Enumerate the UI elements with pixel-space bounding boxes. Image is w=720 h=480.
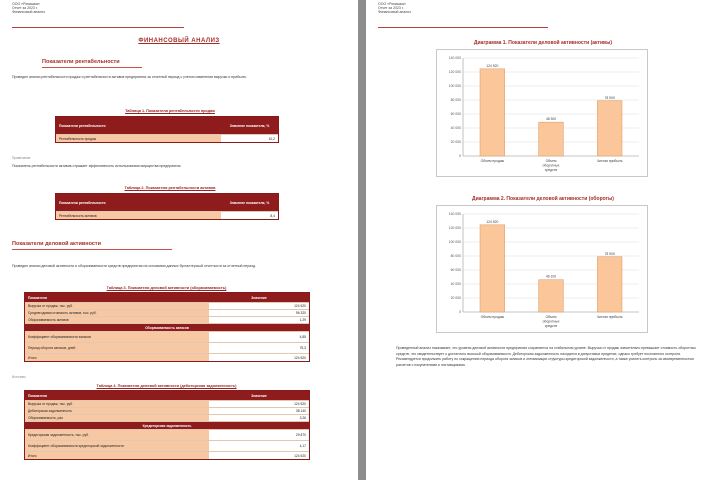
table-cell-value: 124 520: [209, 401, 309, 407]
table-cell-label: Итого: [25, 452, 209, 459]
y-tick-label: 20 000: [450, 140, 461, 145]
table-cell-label: Оборачиваемость активов: [25, 317, 209, 323]
table-caption: Таблица 3. Показатели деловой активности (оборачиваемость): [106, 286, 227, 290]
table-header-cell: Значение: [209, 391, 309, 400]
x-tick-label: средств: [544, 168, 558, 172]
table-header-cell: Показатели: [25, 391, 209, 400]
y-tick-label: 100 000: [448, 84, 461, 89]
table-cell-label: Среднегодовая стоимость активов, тыс. руб.: [25, 310, 209, 316]
table-cell-value: 124 520: [209, 354, 309, 361]
table-cell-value: 3,26: [209, 415, 309, 421]
x-tick-label: Чистая прибыль: [596, 159, 623, 163]
table-cell-value: 124 520: [209, 303, 309, 309]
y-tick-label: 0: [459, 154, 461, 159]
table-cell-value: 10,2: [221, 135, 278, 142]
table-cell-value: 4,85: [209, 332, 309, 342]
table-header-row: [56, 194, 278, 212]
header-line: Финансовый анализ: [378, 10, 411, 14]
note-text: Примечание: [12, 156, 31, 160]
table-subheader-cell: Оборачиваемость запасов: [25, 324, 309, 331]
table-row: [25, 310, 309, 317]
table-row: [25, 441, 309, 452]
data-label: 78 900: [604, 251, 615, 256]
section-heading: Показатели деловой активности: [12, 241, 101, 247]
table-cell-value: 29 870: [209, 430, 309, 440]
table-cell-label: Период оборота запасов, дней: [25, 343, 209, 353]
y-tick-label: 80 000: [450, 98, 461, 103]
table-row: [25, 401, 309, 408]
table-row: [25, 354, 309, 361]
y-tick-label: 0: [459, 310, 461, 315]
page-title: ФИНАНСОВЫЙ АНАЛИЗ: [138, 38, 220, 44]
bar: [597, 101, 622, 156]
document-page-left: [0, 0, 358, 480]
table-cell-label: Рентабельность продаж: [56, 135, 221, 142]
header-line: Отчет за 2023 г.: [378, 6, 404, 10]
header-line: ООО «Ромашка»: [378, 2, 406, 6]
data-label: 48 300: [545, 117, 557, 122]
table-subheader-row: [25, 422, 309, 430]
section-heading: Показатели рентабельности: [42, 59, 120, 65]
bar-chart-svg: [437, 50, 647, 176]
y-tick-label: 100 000: [448, 240, 461, 245]
table-subheader-row: [25, 324, 309, 332]
table-subheader-cell: Кредиторская задолженность: [25, 422, 309, 429]
paragraph: Проведен анализ деловой активности и оборачиваемости средств предприятия на основании данных бухгалтерской отчетности за отчетный период.: [12, 264, 257, 268]
y-tick-label: 120 000: [448, 226, 461, 231]
data-label: 124 520: [486, 63, 499, 68]
y-tick-label: 60 000: [450, 268, 461, 273]
chart-activity-1: [436, 49, 648, 177]
x-tick-label: Объем: [545, 159, 557, 163]
table-cell-label: Рентабельность активов: [56, 212, 221, 219]
y-tick-label: 80 000: [450, 254, 461, 259]
table-header-row: [56, 117, 278, 135]
header-divider: [12, 27, 184, 28]
table-cell-label: Коэффициент оборачиваемости кредиторской задолженности: [25, 441, 209, 451]
note-text: Источник: [12, 375, 26, 379]
table-business-activity-2: [24, 390, 310, 460]
y-tick-label: 20 000: [450, 296, 461, 301]
table-row: [56, 212, 278, 219]
conclusion-paragraph: Проведенный анализ показывает, что уровень деловой активности предприятия сохраняется на стабильном уровне. Выручка от продаж значительно превышает стоимость оборотных средств, что свидетельствует о достаточно высокой оборачиваемости. Дебиторская задолженность находится в допустимых пределах, однако требует постоянного контроля. Рекомендуется продолжить работу по сокращению периода оборота запасов и оптимизации структуры кредиторской задолженности, а также усилить контроль за своевременностью расчетов с покупателями и поставщиками.: [396, 346, 696, 367]
table-cell-label: Оборачиваемость, раз: [25, 415, 209, 421]
table-cell-label: Выручка от продаж, тыс. руб.: [25, 401, 209, 407]
table-cell-value: 124 520: [209, 452, 309, 459]
chart-activity-2: [436, 205, 648, 333]
table-row: [25, 408, 309, 415]
y-tick-label: 140 000: [448, 56, 461, 61]
table-row: [25, 317, 309, 324]
bar: [480, 225, 505, 312]
x-tick-label: Объем: [545, 315, 557, 319]
table-rentability-sales: [55, 116, 279, 143]
table-caption: Таблица 4. Показатели деловой активности (дебиторская задолженность): [96, 384, 237, 388]
table-cell-value: 96 320: [209, 310, 309, 316]
x-tick-label: Объем продаж: [480, 315, 505, 319]
paragraph: Проведен анализ рентабельности продаж и рентабельности активов предприятия за отчетный период с учетом изменения выручки и прибыли.: [12, 75, 247, 79]
paragraph: Показатель рентабельности активов отражает эффективность использования имущества предприятия.: [12, 164, 182, 168]
table-cell-value: 1,29: [209, 317, 309, 323]
table-rentability-assets: [55, 193, 279, 220]
table-header-cell: Показатели рентабельности: [56, 117, 221, 134]
page-header: [12, 2, 45, 14]
table-business-activity-1: [24, 292, 310, 362]
header-line: Финансовый анализ: [12, 10, 45, 14]
table-cell-value: 75,3: [209, 343, 309, 353]
table-cell-label: Итого: [25, 354, 209, 361]
bar: [597, 257, 622, 312]
table-row: [25, 452, 309, 459]
x-tick-label: Объем продаж: [480, 159, 505, 163]
table-row: [25, 303, 309, 310]
header-line: ООО «Ромашка»: [12, 2, 40, 6]
table-header-row: [25, 391, 309, 401]
table-row: [25, 415, 309, 422]
data-label: 124 520: [486, 219, 499, 224]
chart-title: Диаграмма 2. Показатели деловой активности (обороты): [472, 196, 614, 202]
section-underline: [42, 67, 142, 68]
document-page-right: [366, 0, 720, 480]
table-row: [25, 430, 309, 441]
table-header-cell: Показатели рентабельности: [56, 194, 221, 211]
table-header-cell: Значение показателя, %: [221, 194, 278, 211]
table-cell-label: Выручка от продаж, тыс. руб.: [25, 303, 209, 309]
x-tick-label: Чистая прибыль: [596, 315, 623, 319]
table-header-cell: Значение показателя, %: [221, 117, 278, 134]
y-tick-label: 120 000: [448, 70, 461, 75]
header-line: Отчет за 2023 г.: [12, 6, 38, 10]
bar: [539, 280, 564, 312]
x-tick-label: средств: [544, 324, 558, 328]
section-underline: [12, 249, 172, 250]
table-row: [25, 332, 309, 343]
y-tick-label: 140 000: [448, 212, 461, 217]
table-cell-value: 38 140: [209, 408, 309, 414]
table-cell-label: Кредиторская задолженность, тыс. руб.: [25, 430, 209, 440]
data-label: 46 100: [545, 274, 557, 279]
y-tick-label: 40 000: [450, 126, 461, 131]
table-cell-value: 4,17: [209, 441, 309, 451]
table-caption: Таблица 2. Показатели рентабельности активов: [124, 186, 216, 190]
table-header-cell: Значение: [209, 293, 309, 302]
table-cell-value: 8,4: [221, 212, 278, 219]
table-cell-label: Дебиторская задолженность: [25, 408, 209, 414]
y-tick-label: 40 000: [450, 282, 461, 287]
table-row: [56, 135, 278, 142]
table-caption: Таблица 1. Показатели рентабельности продаж: [125, 109, 215, 113]
chart-title: Диаграмма 1. Показатели деловой активности (активы): [473, 40, 613, 46]
table-cell-label: Коэффициент оборачиваемости запасов: [25, 332, 209, 342]
page-header: [378, 2, 411, 14]
data-label: 78 900: [604, 95, 615, 100]
x-tick-label: оборотных: [542, 319, 560, 324]
table-header-cell: Показатели: [25, 293, 209, 302]
bar: [539, 122, 564, 156]
bar: [480, 69, 505, 156]
y-tick-label: 60 000: [450, 112, 461, 117]
table-row: [25, 343, 309, 354]
bar-chart-svg: [437, 206, 647, 332]
table-header-row: [25, 293, 309, 303]
header-divider: [378, 27, 548, 28]
x-tick-label: оборотных: [542, 163, 560, 168]
